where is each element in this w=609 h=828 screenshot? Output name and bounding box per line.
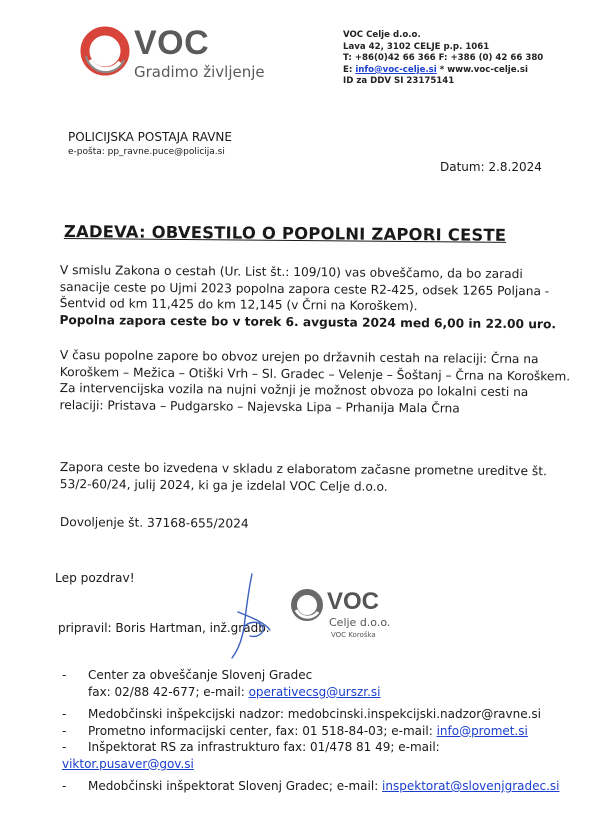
logo-text: VOC — [134, 24, 210, 62]
recipient-traffic-center: Prometno informacijski center, fax: 01 518-84-03; e-mail: — [88, 723, 437, 738]
recipient-inspectorate: Inšpektorat RS za infrastrukturo fax: 01/478 81 49; e-mail: — [88, 740, 440, 754]
body-section-2 — [59, 347, 572, 417]
list-item — [60, 723, 580, 740]
recipient-inspection: Medobčinski inšpekcijski nadzor: medobcinski.inspekcijski.nadzor@ravne.si — [88, 707, 541, 721]
paragraph-emergency: Za intervencijska vozila na nujni vožnji je možnost obvoza po lokalni cesti na relaciji: Pristava – Pudgarsko – Najevska Lipa – Prhanija Mala Črna — [59, 380, 529, 415]
voc-logo-icon — [80, 26, 130, 76]
logo-slogan: Gradimo življenje — [134, 63, 265, 81]
paragraph-detour: V času popolne zapore bo obvoz urejen po državnih cestah na relaciji: Črna na Koroškem – Mežica – Otiški Vrh – Sl. Gradec – Velenje – Šoštanj – Črna na Koroškem. — [59, 347, 571, 383]
list-item — [60, 778, 580, 795]
paragraph-permit: Dovoljenje št. 37168-655/2024 — [59, 514, 249, 531]
company-contact — [343, 65, 543, 77]
body-section-3 — [60, 459, 572, 496]
paragraph-closure: V smislu Zakona o cestah (Ur. List št.: 109/10) vas obveščamo, da bo zaradi sanacije ceste po Ujmi 2023 popolna zapora ceste R2-425, odsek 1265 Poljana - Šentvid od km 11,425 do km 12,145 (v Črni na Koroškem). — [59, 262, 550, 314]
body-section-1 — [59, 262, 572, 332]
company-vat: ID za DDV SI 23175141 — [343, 76, 455, 87]
recipient-center-contact — [88, 684, 580, 701]
company-web: * www.voc-celje.si — [436, 64, 528, 75]
dash-marker: - — [62, 707, 67, 721]
stamp-company: Celje d.o.o. — [329, 616, 391, 629]
email-link-center[interactable]: operativecsg@urszr.si — [248, 684, 381, 699]
stamp-logo-icon — [290, 588, 324, 622]
email-link-promet[interactable]: info@promet.si — [436, 723, 528, 738]
list-item — [60, 667, 580, 700]
handwritten-signature-icon — [218, 572, 278, 662]
email-link-sg[interactable]: inspektorat@slovenjgradec.si — [382, 779, 560, 793]
dash-marker: - — [62, 779, 67, 793]
stamp-unit: VOC Koroška — [331, 631, 376, 639]
letter-date: Datum: 2.8.2024 — [440, 160, 542, 174]
email-link-gov[interactable]: viktor.pusaver@gov.si — [62, 756, 194, 771]
stamp-logo-text: VOC — [327, 588, 380, 615]
company-address: Lava 42, 3102 CELJE p.p. 1061 — [343, 41, 490, 52]
distribution-list — [60, 667, 580, 795]
recipient-email: e-pošta: pp_ravne.puce@policija.si — [68, 147, 225, 157]
body-section-4 — [60, 514, 572, 535]
dash-marker: - — [62, 740, 67, 754]
list-item — [60, 739, 580, 772]
dash-marker: - — [62, 723, 67, 738]
prepared-by: pripravil: Boris Hartman, inž.gradb. — [58, 621, 270, 635]
recipient-name: POLICIJSKA POSTAJA RAVNE — [68, 130, 232, 144]
letter-subject: ZADEVA: OBVESTILO O POPOLNI ZAPORI CESTE — [63, 222, 507, 245]
greeting: Lep pozdrav! — [55, 571, 135, 585]
dash-marker: - — [62, 668, 67, 682]
recipient-sg-inspectorate: Medobčinski inšpektorat Slovenj Gradec; e-mail: — [88, 779, 383, 793]
company-email-link[interactable]: info@voc-celje.si — [355, 64, 437, 75]
company-info — [343, 30, 543, 88]
email-prefix: E: — [343, 64, 356, 75]
company-phone: T: +86(0)42 66 366 F: +386 (0) 42 66 380 — [343, 53, 544, 64]
paragraph-elaborate: Zapora ceste bo izvedena v skladu z elaboratom začasne prometne ureditve št. 53/2-60/24, julij 2024, ki ga je izdelal VOC Celje d.o.o. — [59, 459, 547, 494]
list-item — [60, 706, 580, 723]
paragraph-date: Popolna zapora ceste bo v torek 6. avgusta 2024 med 6,00 in 22.00 uro. — [59, 312, 557, 331]
company-name: VOC Celje d.o.o. — [343, 30, 421, 40]
recipient-center: Center za obveščanje Slovenj Gradec — [88, 668, 313, 682]
fax-email-prefix: fax: 02/88 42-677; e-mail: — [88, 684, 249, 699]
